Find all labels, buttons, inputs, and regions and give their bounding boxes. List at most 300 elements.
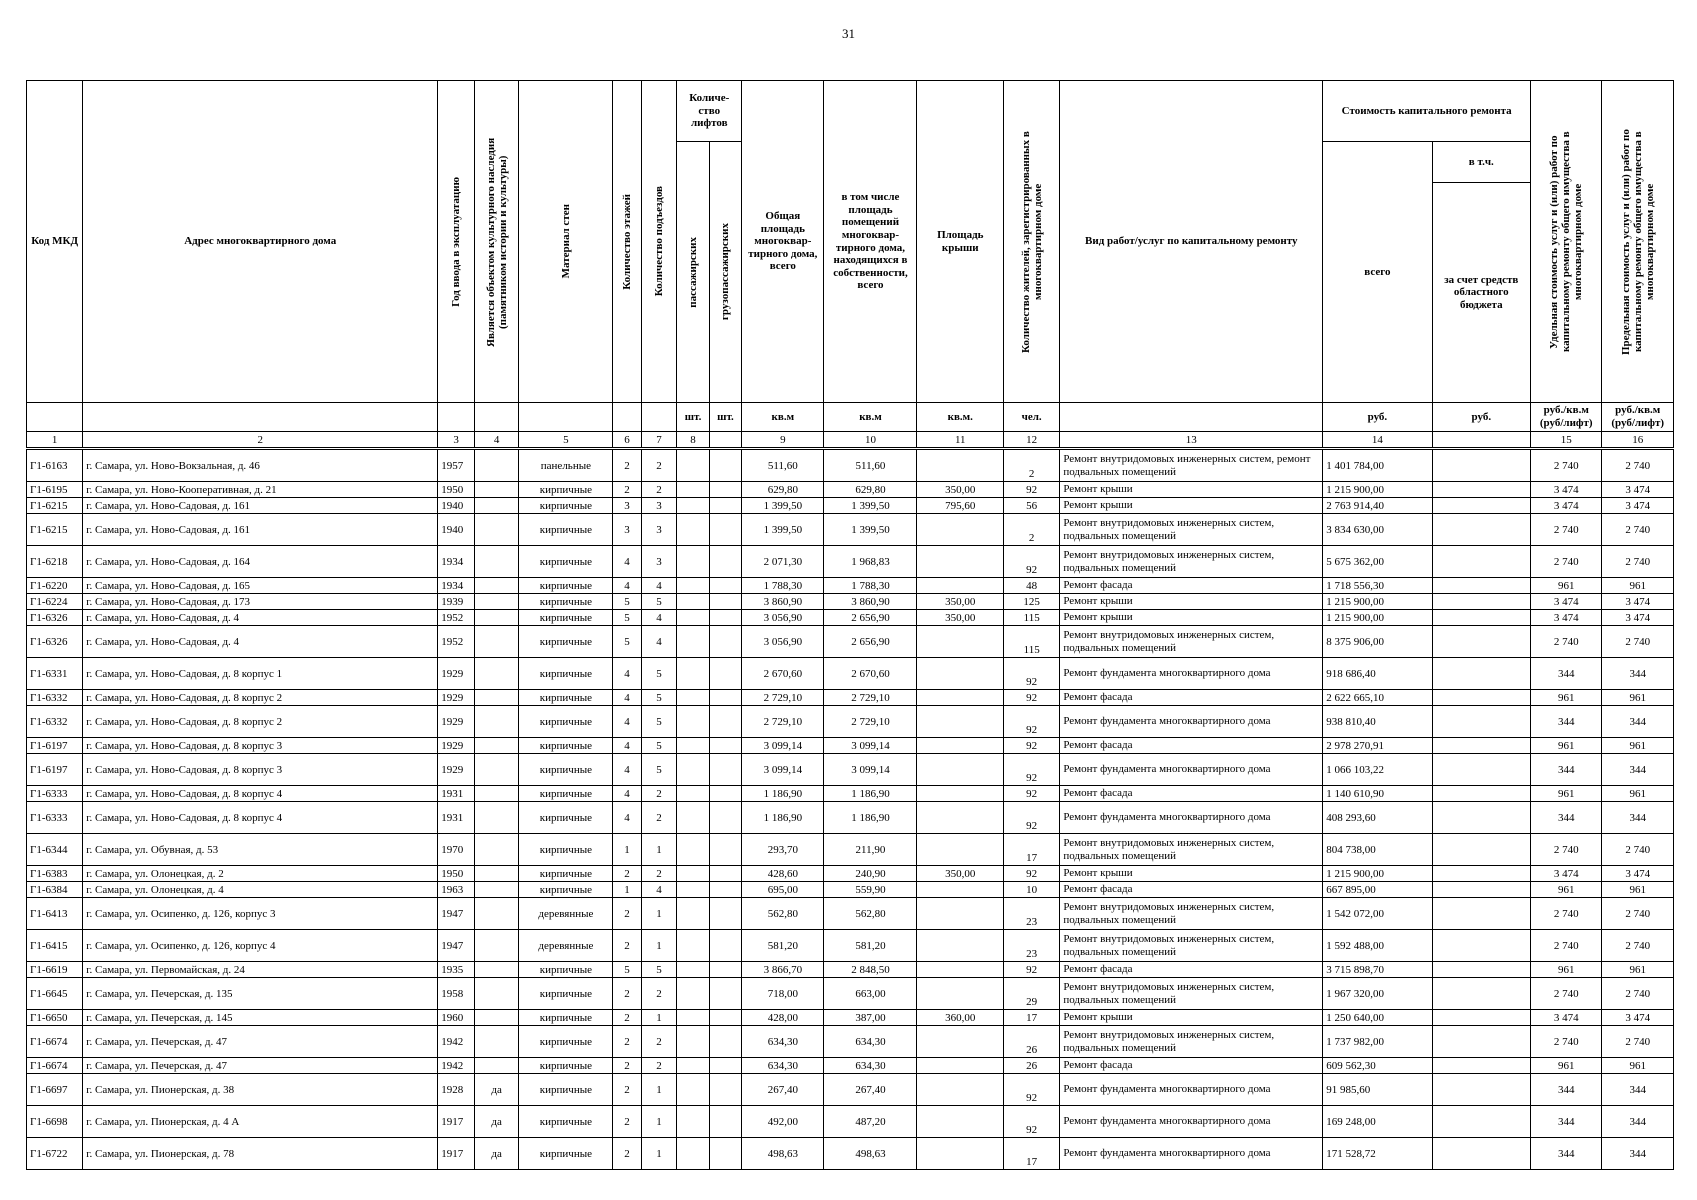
row-cost-total: 2 622 665,10 — [1323, 690, 1432, 706]
row-code: Г1-6220 — [27, 578, 83, 594]
table-row — [27, 658, 1674, 690]
row-year: 1942 — [438, 1058, 475, 1074]
row-total-area: 2 071,30 — [742, 546, 824, 578]
row-material: кирпичные — [519, 834, 613, 866]
row-heritage — [474, 866, 518, 882]
row-heritage — [474, 898, 518, 930]
row-floors: 2 — [613, 482, 641, 498]
column-number: 10 — [824, 432, 917, 449]
table-row — [27, 754, 1674, 786]
row-owned-area: 3 099,14 — [824, 738, 917, 754]
table-row — [27, 1106, 1674, 1138]
row-cost-regional — [1432, 594, 1530, 610]
row-unit-cost: 3 474 — [1531, 482, 1602, 498]
row-total-area: 581,20 — [742, 930, 824, 962]
row-address: г. Самара, ул. Ново-Садовая, д. 8 корпус 3 — [83, 754, 438, 786]
row-address: г. Самара, ул. Ново-Садовая, д. 8 корпус 3 — [83, 738, 438, 754]
row-lifts-cargo — [709, 610, 741, 626]
row-year: 1929 — [438, 754, 475, 786]
row-lifts-passenger — [677, 834, 709, 866]
row-year: 1935 — [438, 962, 475, 978]
row-residents: 10 — [1004, 882, 1060, 898]
row-total-area: 1 399,50 — [742, 514, 824, 546]
row-material: кирпичные — [519, 866, 613, 882]
row-owned-area: 581,20 — [824, 930, 917, 962]
row-residents: 26 — [1004, 1026, 1060, 1058]
header-address: Адрес многоквартирного дома — [83, 81, 438, 403]
row-unit-cost: 2 740 — [1531, 898, 1602, 930]
table-row — [27, 866, 1674, 882]
row-unit-cost: 2 740 — [1531, 978, 1602, 1010]
row-cost-total: 1 737 982,00 — [1323, 1026, 1432, 1058]
header-code: Код МКД — [27, 81, 83, 403]
row-address: г. Самара, ул. Олонецкая, д. 2 — [83, 866, 438, 882]
row-max-cost: 344 — [1602, 1106, 1674, 1138]
row-floors: 4 — [613, 706, 641, 738]
row-roof-area: 350,00 — [917, 594, 1004, 610]
row-lifts-cargo — [709, 802, 741, 834]
row-code: Г1-6645 — [27, 978, 83, 1010]
table-row — [27, 1010, 1674, 1026]
row-cost-total: 1 215 900,00 — [1323, 610, 1432, 626]
row-unit-cost: 344 — [1531, 1074, 1602, 1106]
row-heritage — [474, 1010, 518, 1026]
row-code: Г1-6619 — [27, 962, 83, 978]
row-material: кирпичные — [519, 738, 613, 754]
row-floors: 4 — [613, 754, 641, 786]
row-residents: 2 — [1004, 514, 1060, 546]
row-address: г. Самара, ул. Ново-Кооперативная, д. 21 — [83, 482, 438, 498]
row-floors: 2 — [613, 1026, 641, 1058]
row-roof-area — [917, 978, 1004, 1010]
row-roof-area — [917, 1026, 1004, 1058]
row-cost-regional — [1432, 1010, 1530, 1026]
row-code: Г1-6697 — [27, 1074, 83, 1106]
row-roof-area: 360,00 — [917, 1010, 1004, 1026]
row-floors: 2 — [613, 1058, 641, 1074]
row-roof-area — [917, 786, 1004, 802]
table-row — [27, 626, 1674, 658]
table-row — [27, 1058, 1674, 1074]
row-lifts-cargo — [709, 498, 741, 514]
row-work-type: Ремонт фасада — [1060, 578, 1323, 594]
row-lifts-cargo — [709, 882, 741, 898]
row-cost-total: 1 215 900,00 — [1323, 482, 1432, 498]
row-floors: 5 — [613, 594, 641, 610]
row-heritage — [474, 754, 518, 786]
row-entrances: 2 — [641, 802, 677, 834]
row-entrances: 2 — [641, 1058, 677, 1074]
row-code: Г1-6415 — [27, 930, 83, 962]
row-owned-area: 629,80 — [824, 482, 917, 498]
row-max-cost: 2 740 — [1602, 930, 1674, 962]
row-owned-area: 559,90 — [824, 882, 917, 898]
row-material: кирпичные — [519, 578, 613, 594]
row-cost-total: 1 967 320,00 — [1323, 978, 1432, 1010]
row-lifts-passenger — [677, 738, 709, 754]
row-address: г. Самара, ул. Осипенко, д. 126, корпус 3 — [83, 898, 438, 930]
row-total-area: 3 866,70 — [742, 962, 824, 978]
row-code: Г1-6674 — [27, 1058, 83, 1074]
row-heritage — [474, 882, 518, 898]
unit-residents: чел. — [1004, 403, 1060, 432]
row-cost-regional — [1432, 962, 1530, 978]
row-lifts-cargo — [709, 1074, 741, 1106]
table-row — [27, 738, 1674, 754]
row-cost-regional — [1432, 706, 1530, 738]
row-entrances: 3 — [641, 498, 677, 514]
capital-repair-table — [26, 80, 1674, 1170]
page-number: 31 — [842, 26, 855, 41]
row-material: кирпичные — [519, 594, 613, 610]
row-cost-regional — [1432, 738, 1530, 754]
row-max-cost: 3 474 — [1602, 594, 1674, 610]
row-cost-total: 3 715 898,70 — [1323, 962, 1432, 978]
row-owned-area: 2 656,90 — [824, 626, 917, 658]
row-lifts-passenger — [677, 962, 709, 978]
row-address: г. Самара, ул. Олонецкая, д. 4 — [83, 882, 438, 898]
row-year: 1950 — [438, 866, 475, 882]
row-year: 1957 — [438, 449, 475, 482]
row-lifts-passenger — [677, 578, 709, 594]
row-cost-total: 1 718 556,30 — [1323, 578, 1432, 594]
table-row — [27, 962, 1674, 978]
row-residents: 29 — [1004, 978, 1060, 1010]
row-floors: 4 — [613, 658, 641, 690]
header-entrances: Количество подъездов — [641, 81, 677, 403]
row-owned-area: 1 399,50 — [824, 514, 917, 546]
row-lifts-passenger — [677, 658, 709, 690]
row-floors: 5 — [613, 962, 641, 978]
row-lifts-cargo — [709, 1138, 741, 1170]
row-lifts-passenger — [677, 1026, 709, 1058]
row-entrances: 3 — [641, 546, 677, 578]
row-lifts-passenger — [677, 754, 709, 786]
row-entrances: 4 — [641, 626, 677, 658]
row-lifts-cargo — [709, 1026, 741, 1058]
row-floors: 2 — [613, 449, 641, 482]
row-unit-cost: 3 474 — [1531, 866, 1602, 882]
row-code: Г1-6215 — [27, 498, 83, 514]
row-year: 1931 — [438, 802, 475, 834]
row-entrances: 5 — [641, 738, 677, 754]
header-floors: Количество этажей — [613, 81, 641, 403]
row-max-cost: 961 — [1602, 738, 1674, 754]
row-work-type: Ремонт фасада — [1060, 786, 1323, 802]
row-work-type: Ремонт фундамента многоквартирного дома — [1060, 754, 1323, 786]
row-total-area: 3 056,90 — [742, 626, 824, 658]
row-lifts-cargo — [709, 978, 741, 1010]
row-lifts-cargo — [709, 754, 741, 786]
row-unit-cost: 344 — [1531, 1138, 1602, 1170]
row-total-area: 498,63 — [742, 1138, 824, 1170]
row-heritage — [474, 498, 518, 514]
row-floors: 1 — [613, 882, 641, 898]
row-roof-area — [917, 1138, 1004, 1170]
row-total-area: 3 860,90 — [742, 594, 824, 610]
row-entrances: 1 — [641, 834, 677, 866]
row-material: кирпичные — [519, 1106, 613, 1138]
row-lifts-passenger — [677, 898, 709, 930]
row-unit-cost: 961 — [1531, 738, 1602, 754]
row-material: кирпичные — [519, 882, 613, 898]
row-material: кирпичные — [519, 546, 613, 578]
row-owned-area: 562,80 — [824, 898, 917, 930]
column-number: 6 — [613, 432, 641, 449]
row-lifts-passenger — [677, 1138, 709, 1170]
row-floors: 2 — [613, 1010, 641, 1026]
row-heritage — [474, 978, 518, 1010]
row-owned-area: 387,00 — [824, 1010, 917, 1026]
row-work-type: Ремонт фундамента многоквартирного дома — [1060, 1138, 1323, 1170]
row-work-type: Ремонт крыши — [1060, 1010, 1323, 1026]
row-code: Г1-6218 — [27, 546, 83, 578]
header-roof-area: Площадь крыши — [917, 81, 1004, 403]
row-lifts-cargo — [709, 738, 741, 754]
row-code: Г1-6197 — [27, 738, 83, 754]
row-residents: 48 — [1004, 578, 1060, 594]
row-owned-area: 1 968,83 — [824, 546, 917, 578]
row-unit-cost: 961 — [1531, 1058, 1602, 1074]
row-lifts-cargo — [709, 962, 741, 978]
row-roof-area — [917, 514, 1004, 546]
row-residents: 56 — [1004, 498, 1060, 514]
row-address: г. Самара, ул. Печерская, д. 145 — [83, 1010, 438, 1026]
header-year: Год ввода в эксплуатацию — [438, 81, 475, 403]
row-year: 1947 — [438, 898, 475, 930]
table-row — [27, 482, 1674, 498]
row-roof-area — [917, 546, 1004, 578]
row-address: г. Самара, ул. Ново-Вокзальная, д. 46 — [83, 449, 438, 482]
row-cost-total: 1 215 900,00 — [1323, 866, 1432, 882]
row-unit-cost: 961 — [1531, 578, 1602, 594]
row-total-area: 492,00 — [742, 1106, 824, 1138]
row-total-area: 2 670,60 — [742, 658, 824, 690]
row-residents: 92 — [1004, 706, 1060, 738]
row-cost-total: 938 810,40 — [1323, 706, 1432, 738]
row-unit-cost: 344 — [1531, 706, 1602, 738]
row-max-cost: 961 — [1602, 882, 1674, 898]
row-code: Г1-6224 — [27, 594, 83, 610]
row-address: г. Самара, ул. Ново-Садовая, д. 161 — [83, 514, 438, 546]
row-code: Г1-6332 — [27, 706, 83, 738]
row-address: г. Самара, ул. Пионерская, д. 38 — [83, 1074, 438, 1106]
row-total-area: 267,40 — [742, 1074, 824, 1106]
row-max-cost: 961 — [1602, 578, 1674, 594]
header-unit-cost: Удельная стоимость услуг и (или) работ по капитальному ремонту общего имущества в многоквартирном доме — [1531, 81, 1602, 403]
row-roof-area: 350,00 — [917, 610, 1004, 626]
row-max-cost: 2 740 — [1602, 978, 1674, 1010]
row-residents: 92 — [1004, 802, 1060, 834]
row-heritage — [474, 578, 518, 594]
row-heritage — [474, 626, 518, 658]
row-max-cost: 344 — [1602, 1138, 1674, 1170]
row-roof-area — [917, 1058, 1004, 1074]
row-max-cost: 2 740 — [1602, 626, 1674, 658]
unit-roof-area: кв.м. — [917, 403, 1004, 432]
row-heritage — [474, 449, 518, 482]
row-address: г. Самара, ул. Ново-Садовая, д. 173 — [83, 594, 438, 610]
row-lifts-passenger — [677, 930, 709, 962]
row-heritage — [474, 738, 518, 754]
row-lifts-passenger — [677, 1074, 709, 1106]
row-material: кирпичные — [519, 706, 613, 738]
row-address: г. Самара, ул. Пионерская, д. 4 А — [83, 1106, 438, 1138]
row-lifts-cargo — [709, 449, 741, 482]
row-unit-cost: 2 740 — [1531, 930, 1602, 962]
row-work-type: Ремонт фундамента многоквартирного дома — [1060, 706, 1323, 738]
row-material: кирпичные — [519, 802, 613, 834]
row-material: кирпичные — [519, 1138, 613, 1170]
row-unit-cost: 3 474 — [1531, 1010, 1602, 1026]
row-roof-area — [917, 1106, 1004, 1138]
row-lifts-passenger — [677, 626, 709, 658]
row-lifts-cargo — [709, 706, 741, 738]
row-total-area: 634,30 — [742, 1026, 824, 1058]
row-unit-cost: 344 — [1531, 658, 1602, 690]
table-row — [27, 546, 1674, 578]
row-material: кирпичные — [519, 978, 613, 1010]
row-floors: 2 — [613, 1106, 641, 1138]
row-heritage — [474, 786, 518, 802]
row-lifts-passenger — [677, 1106, 709, 1138]
row-floors: 2 — [613, 1138, 641, 1170]
row-material: кирпичные — [519, 626, 613, 658]
row-lifts-cargo — [709, 482, 741, 498]
row-residents: 17 — [1004, 834, 1060, 866]
row-cost-regional — [1432, 930, 1530, 962]
row-lifts-cargo — [709, 1058, 741, 1074]
row-cost-regional — [1432, 978, 1530, 1010]
row-entrances: 4 — [641, 610, 677, 626]
row-lifts-passenger — [677, 882, 709, 898]
row-lifts-cargo — [709, 690, 741, 706]
row-residents: 26 — [1004, 1058, 1060, 1074]
row-entrances: 5 — [641, 658, 677, 690]
row-residents: 115 — [1004, 610, 1060, 626]
row-roof-area — [917, 930, 1004, 962]
row-heritage — [474, 514, 518, 546]
unit-cost-regional: руб. — [1432, 403, 1530, 432]
row-unit-cost: 2 740 — [1531, 1026, 1602, 1058]
row-cost-regional — [1432, 514, 1530, 546]
header-cost-incl: в т.ч. — [1432, 142, 1530, 183]
column-number: 2 — [83, 432, 438, 449]
row-code: Г1-6326 — [27, 610, 83, 626]
row-unit-cost: 3 474 — [1531, 498, 1602, 514]
row-total-area: 2 729,10 — [742, 706, 824, 738]
row-work-type: Ремонт фундамента многоквартирного дома — [1060, 1106, 1323, 1138]
row-lifts-cargo — [709, 626, 741, 658]
unit-cost-total: руб. — [1323, 403, 1432, 432]
row-address: г. Самара, ул. Печерская, д. 135 — [83, 978, 438, 1010]
table-row — [27, 514, 1674, 546]
row-max-cost: 2 740 — [1602, 898, 1674, 930]
unit-lifts-passenger: шт. — [677, 403, 709, 432]
unit-owned-area: кв.м — [824, 403, 917, 432]
row-material: кирпичные — [519, 786, 613, 802]
header-lifts-cargo: грузопассажирских — [709, 142, 741, 403]
row-total-area: 511,60 — [742, 449, 824, 482]
row-lifts-passenger — [677, 978, 709, 1010]
row-cost-total: 609 562,30 — [1323, 1058, 1432, 1074]
row-work-type: Ремонт фасада — [1060, 882, 1323, 898]
row-code: Г1-6650 — [27, 1010, 83, 1026]
row-cost-regional — [1432, 626, 1530, 658]
row-code: Г1-6698 — [27, 1106, 83, 1138]
row-residents: 92 — [1004, 738, 1060, 754]
row-lifts-cargo — [709, 930, 741, 962]
unit-max-cost: руб./кв.м (руб/лифт) — [1602, 403, 1674, 432]
unit-unit-cost: руб./кв.м (руб/лифт) — [1531, 403, 1602, 432]
row-entrances: 4 — [641, 578, 677, 594]
table-row — [27, 498, 1674, 514]
row-heritage — [474, 834, 518, 866]
row-total-area: 428,00 — [742, 1010, 824, 1026]
row-work-type: Ремонт фундамента многоквартирного дома — [1060, 1074, 1323, 1106]
table-row — [27, 802, 1674, 834]
table-row — [27, 978, 1674, 1010]
row-total-area: 1 186,90 — [742, 786, 824, 802]
row-year: 1928 — [438, 1074, 475, 1106]
row-cost-total: 2 978 270,91 — [1323, 738, 1432, 754]
row-cost-regional — [1432, 498, 1530, 514]
row-entrances: 3 — [641, 514, 677, 546]
row-cost-regional — [1432, 1074, 1530, 1106]
row-residents: 2 — [1004, 449, 1060, 482]
header-cost-regional: за счет средств областного бюджета — [1432, 183, 1530, 403]
row-code: Г1-6383 — [27, 866, 83, 882]
table-row — [27, 690, 1674, 706]
row-max-cost: 3 474 — [1602, 1010, 1674, 1026]
row-lifts-passenger — [677, 690, 709, 706]
row-year: 1947 — [438, 930, 475, 962]
row-residents: 23 — [1004, 898, 1060, 930]
table-row — [27, 786, 1674, 802]
row-owned-area: 498,63 — [824, 1138, 917, 1170]
header-max-cost: Предельная стоимость услуг и (или) работ по капитальному ремонту общего имущества в многоквартирном доме — [1602, 81, 1674, 403]
row-entrances: 5 — [641, 594, 677, 610]
row-residents: 17 — [1004, 1138, 1060, 1170]
row-max-cost: 961 — [1602, 1058, 1674, 1074]
row-work-type: Ремонт фасада — [1060, 1058, 1323, 1074]
row-roof-area — [917, 898, 1004, 930]
row-unit-cost: 961 — [1531, 786, 1602, 802]
row-residents: 92 — [1004, 658, 1060, 690]
row-total-area: 1 399,50 — [742, 498, 824, 514]
row-work-type: Ремонт крыши — [1060, 866, 1323, 882]
column-number: 14 — [1323, 432, 1432, 449]
row-roof-area: 350,00 — [917, 866, 1004, 882]
header-cost-total: всего — [1323, 142, 1432, 403]
row-unit-cost: 961 — [1531, 882, 1602, 898]
row-cost-regional — [1432, 578, 1530, 594]
row-material: кирпичные — [519, 690, 613, 706]
row-work-type: Ремонт крыши — [1060, 498, 1323, 514]
row-lifts-cargo — [709, 594, 741, 610]
row-code: Г1-6333 — [27, 802, 83, 834]
row-year: 1934 — [438, 578, 475, 594]
row-residents: 92 — [1004, 866, 1060, 882]
row-roof-area — [917, 1074, 1004, 1106]
row-lifts-passenger — [677, 514, 709, 546]
table-row — [27, 594, 1674, 610]
table-row — [27, 578, 1674, 594]
row-cost-regional — [1432, 1106, 1530, 1138]
row-cost-regional — [1432, 690, 1530, 706]
row-lifts-cargo — [709, 578, 741, 594]
row-floors: 2 — [613, 898, 641, 930]
